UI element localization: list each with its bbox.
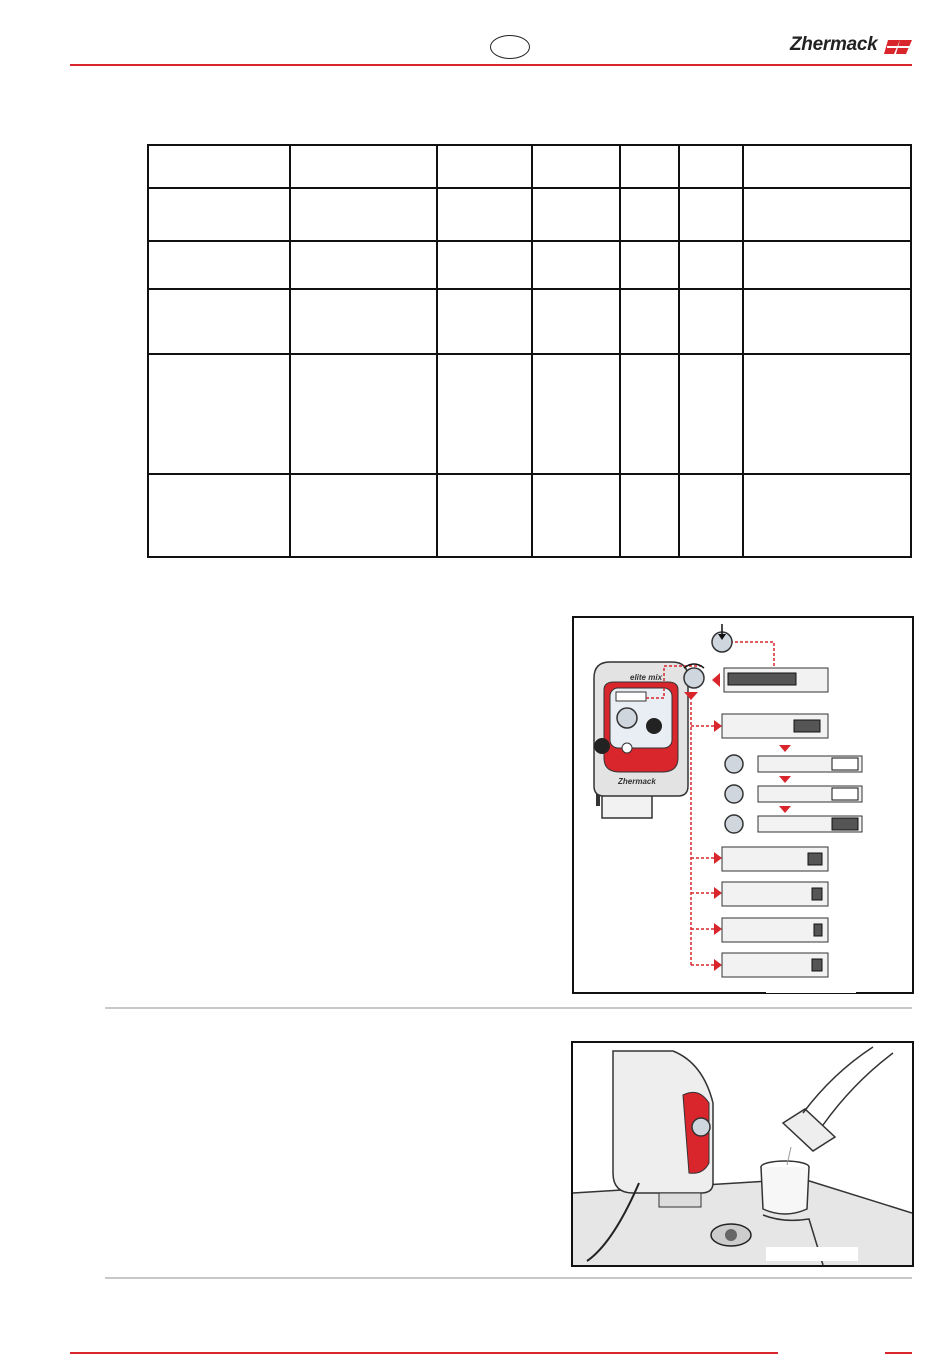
usage-illustration (573, 1043, 912, 1265)
callout-marker (594, 738, 610, 754)
table-cell (532, 145, 620, 188)
knob-press-icon (712, 624, 732, 652)
brand-mark-icon (884, 38, 914, 56)
table-cell (437, 354, 532, 474)
table-cell (148, 354, 290, 474)
submenu-display-row (725, 776, 862, 803)
table-cell (743, 474, 911, 557)
table-cell (620, 241, 679, 289)
table-cell (290, 145, 438, 188)
programming-figure (572, 616, 914, 994)
table-cell (148, 188, 290, 241)
table-cell (679, 474, 744, 557)
table-cell (290, 289, 438, 354)
section-divider (105, 1007, 912, 1009)
brand-name: Zhermack (790, 34, 878, 55)
language-badge (490, 35, 530, 59)
header-rule (70, 64, 912, 66)
figure-label-gap (766, 987, 856, 993)
page-number-rule (885, 1352, 912, 1354)
menu-display-row (691, 714, 828, 738)
table-cell (290, 354, 438, 474)
table-row (148, 241, 911, 289)
brand-logo (790, 34, 920, 60)
table-cell (290, 474, 438, 557)
table-cell (437, 241, 532, 289)
table-cell (679, 354, 744, 474)
submenu-display-row (725, 806, 862, 833)
table-cell (620, 474, 679, 557)
table-cell (743, 354, 911, 474)
callout-marker (646, 718, 662, 734)
table-cell (679, 241, 744, 289)
table-cell (679, 289, 744, 354)
table-cell (532, 188, 620, 241)
table-cell (743, 188, 911, 241)
table-cell (148, 474, 290, 557)
table-cell (290, 188, 438, 241)
table-row (148, 474, 911, 557)
table-row (148, 188, 911, 241)
table-cell (437, 145, 532, 188)
figure-label-gap (766, 1247, 858, 1261)
table-cell (532, 241, 620, 289)
table-row (148, 354, 911, 474)
table-cell (148, 289, 290, 354)
table-cell (679, 145, 744, 188)
programming-diagram (574, 618, 912, 992)
submenu-display-row (725, 745, 862, 773)
menu-display-row (691, 882, 828, 906)
table-cell (290, 241, 438, 289)
table-cell (148, 241, 290, 289)
knob-rotate-icon (684, 664, 704, 688)
usage-figure (571, 1041, 914, 1267)
table-row (148, 289, 911, 354)
table-cell (620, 289, 679, 354)
table-cell (437, 474, 532, 557)
table-cell (532, 474, 620, 557)
settings-table (147, 144, 912, 558)
table-cell (743, 145, 911, 188)
table-cell (532, 289, 620, 354)
mixer-device-illustration (594, 662, 688, 818)
table-cell (679, 188, 744, 241)
table-cell (620, 145, 679, 188)
table-header-row (148, 145, 911, 188)
menu-display-row (691, 918, 828, 942)
section-divider (105, 1277, 912, 1279)
table-cell (620, 188, 679, 241)
device-model-label: elite mix (630, 673, 663, 682)
table-cell (437, 188, 532, 241)
table-cell (148, 145, 290, 188)
menu-display-row (691, 847, 828, 871)
table-cell (532, 354, 620, 474)
table-cell (743, 289, 911, 354)
table-cell (620, 354, 679, 474)
menu-display-row (691, 953, 828, 977)
device-brand-label: Zhermack (618, 777, 656, 786)
table-cell (743, 241, 911, 289)
table-cell (437, 289, 532, 354)
footer-rule (70, 1352, 778, 1354)
